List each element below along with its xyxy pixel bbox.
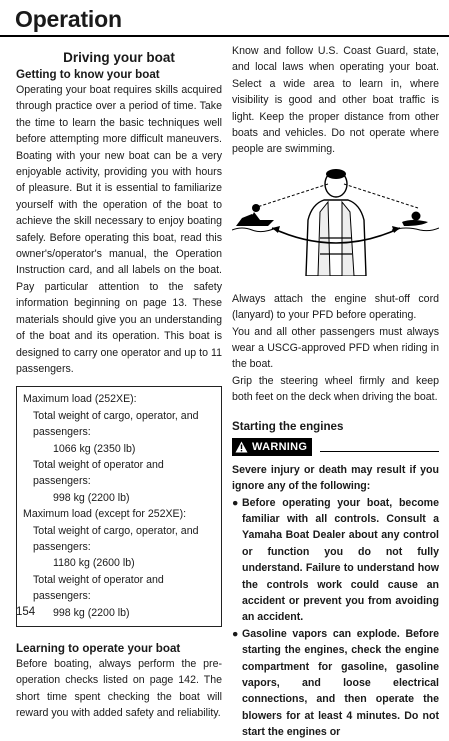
total-weight-operator-value-2: 998 kg (2200 lb) — [53, 606, 130, 619]
total-weight-operator-value: 998 kg (2200 lb) — [53, 491, 130, 504]
warning-bullet-text-1: Before operating your boat, become familiar with all controls. Consult a Yamaha Boat Dealer about any control or function you do not fully understand. Failure to understand how the controls work could cause an accident or prevent you from avoiding an accident. — [242, 496, 439, 624]
total-weight-cargo-value-2: 1180 kg (2600 lb) — [53, 557, 135, 570]
page-header-title: Operation — [15, 6, 122, 32]
lanyard-paragraph: Always attach the engine shut-off cord (lanyard) to your PFD before operating. — [232, 292, 439, 322]
bullet-dot: ● — [232, 496, 239, 509]
section-title: Driving your boat — [63, 50, 175, 65]
warning-intro: Severe injury or death may result if you ignore any of the following: — [232, 463, 439, 493]
max-load-box — [16, 386, 222, 627]
warning-triangle-icon — [235, 441, 248, 453]
intro-paragraph: Operating your boat requires skills acquired through practice over a period of time. Take the time to learn the basic techniques well before attempting more difficult maneuvers. Boating with your new boat can be a very enjoyable activity, providing you with hours of pleasure. But it is essential to familiarize yourself with the operation of the boat to achieve the skill necessary to enjoy boating safely. Before operating this boat, read this owner's/operator's manual, the Operation Instruction card, and all labels on the boat. Pay particular attention to the safety information beginning on page 13. These materials should give you an understanding of the boat and its operation. This boat is designed to carry one operator and up to 11 passengers. — [16, 84, 222, 375]
swimmer-warning-illustration — [232, 168, 439, 276]
max-load-other-label: Maximum load (except for 252XE): — [23, 508, 187, 521]
header-rule — [0, 35, 449, 37]
warning-bullet — [232, 626, 439, 741]
warning-bullet-text-2: Gasoline vapors can explode. Before starting the engines, check the engine compartment for gasoline, gasoline vapors, and loose electrical connections, and then operate the blowers for at least 4 minutes. Do not start the engines or — [242, 627, 439, 739]
bullet-dot: ● — [232, 627, 239, 640]
warning-bullet — [232, 495, 439, 626]
total-weight-cargo-label: Total weight of cargo, operator, and passengers: — [33, 409, 199, 439]
pfd-paragraph: You and all other passengers must always wear a USCG-approved PFD when riding in the boat. — [232, 325, 439, 371]
learning-paragraph: Before boating, always perform the pre-operation checks listed on page 142. The short time spent checking the boat will reward you with added safety and reliability. — [16, 658, 222, 720]
left-column — [16, 50, 222, 722]
page-number: 154 — [16, 606, 36, 618]
right-column — [232, 43, 439, 741]
warning-label: WARNING — [252, 440, 308, 453]
starting-engines-heading: Starting the engines — [232, 419, 344, 433]
warning-header — [232, 438, 439, 456]
max-load-252xe-label: Maximum load (252XE): — [23, 393, 137, 406]
warning-badge — [232, 438, 312, 456]
total-weight-cargo-label-2: Total weight of cargo, operator, and passengers: — [33, 524, 199, 553]
total-weight-operator-label: Total weight of operator and passengers: — [33, 458, 164, 488]
subhead-learning: Learning to operate your boat — [16, 642, 181, 655]
total-weight-operator-label-2: Total weight of operator and passengers: — [33, 573, 164, 603]
laws-paragraph: Know and follow U.S. Coast Guard, state, and local laws when operating your boat. Select a wide area to learn in, where visibility is good and other boat traffic is light. Keep the proper distance from other boats and vehicles. Do not operate where people are swimming. — [232, 45, 439, 156]
subhead-getting-to-know: Getting to know your boat — [16, 68, 160, 81]
warning-rule — [320, 451, 439, 452]
steering-paragraph: Grip the steering wheel firmly and keep both feet on the deck when driving the boat. — [232, 374, 439, 404]
total-weight-cargo-value: 1066 kg (2350 lb) — [53, 442, 136, 455]
